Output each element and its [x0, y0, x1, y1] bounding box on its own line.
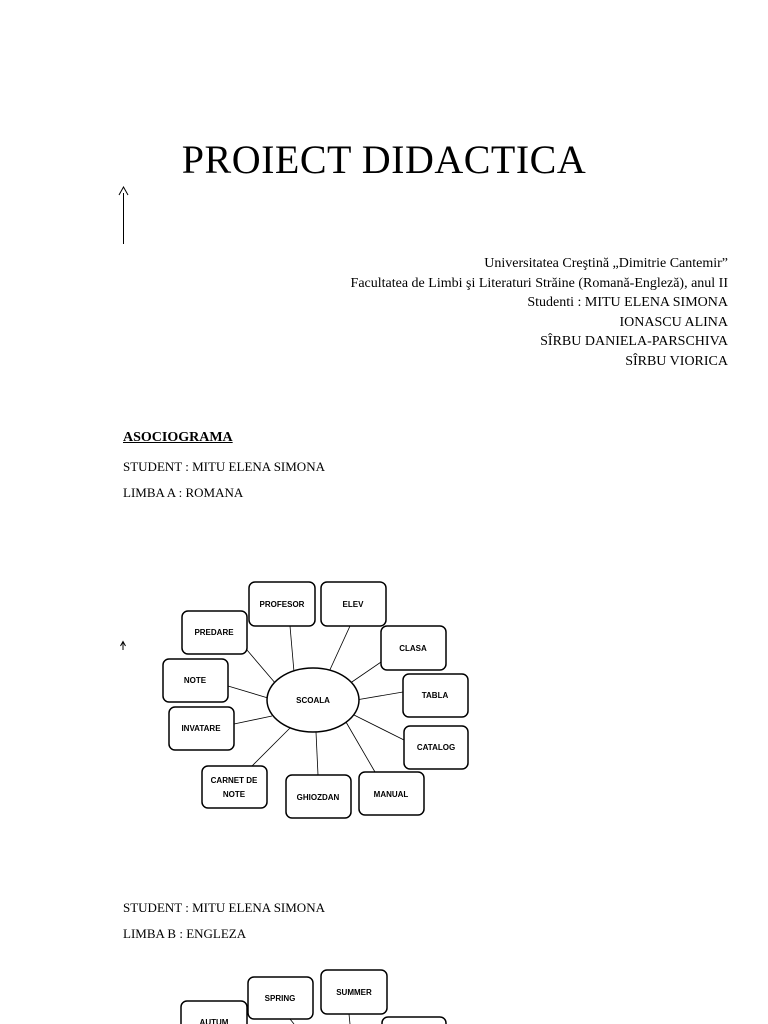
node-carnet-de-note	[202, 766, 267, 808]
node-clasa-label: CLASA	[399, 644, 427, 653]
node-predare-label: PREDARE	[194, 628, 234, 637]
node-manual-label: MANUAL	[373, 790, 409, 799]
section-heading: ASOCIOGRAMA	[123, 430, 233, 445]
info-student-3: SÎRBU DANIELA-PARSCHIVA	[540, 334, 728, 349]
node-note-label: NOTE	[183, 676, 207, 685]
student-line-a: STUDENT : MITU ELENA SIMONA	[123, 459, 325, 474]
language-line-b: LIMBA B : ENGLEZA	[123, 926, 247, 941]
small-arrow-icon	[121, 642, 126, 651]
info-faculty: Facultatea de Limbi şi Literaturi Străine (Romană-Engleză), anul II	[350, 275, 728, 291]
node-ghiozdan-label: GHIOZDAN	[296, 793, 340, 802]
node-carnet-label-line1: CARNET DE	[210, 776, 258, 785]
diagram-b-boxes	[181, 970, 446, 1024]
node-elev-label: ELEV	[342, 600, 364, 609]
node-partial-right	[382, 1017, 446, 1024]
node-summer-label: SUMMER	[336, 988, 372, 997]
node-carnet-label-line2: NOTE	[222, 790, 246, 799]
diagram-a-center-label: SCOALA	[296, 696, 330, 705]
info-student-2: IONASCU ALINA	[619, 314, 728, 330]
node-invatare-label: INVATARE	[181, 724, 221, 733]
student-line-b: STUDENT : MITU ELENA SIMONA	[123, 900, 325, 915]
node-autum-label: AUTUM	[199, 1018, 229, 1024]
info-student-4: SÎRBU VIORICA	[625, 353, 728, 369]
info-university: Universitatea Creştină „Dimitrie Cantemir”	[484, 256, 728, 271]
language-line-a: LIMBA A : ROMANA	[123, 485, 244, 500]
node-spring-label: SPRING	[264, 994, 296, 1003]
page-title: PROIECT DIDACTICA	[181, 137, 587, 182]
node-tabla-label: TABLA	[421, 691, 449, 700]
node-profesor-label: PROFESOR	[259, 600, 305, 609]
node-catalog-label: CATALOG	[416, 743, 456, 752]
info-students: Studenti : MITU ELENA SIMONA	[527, 295, 728, 310]
